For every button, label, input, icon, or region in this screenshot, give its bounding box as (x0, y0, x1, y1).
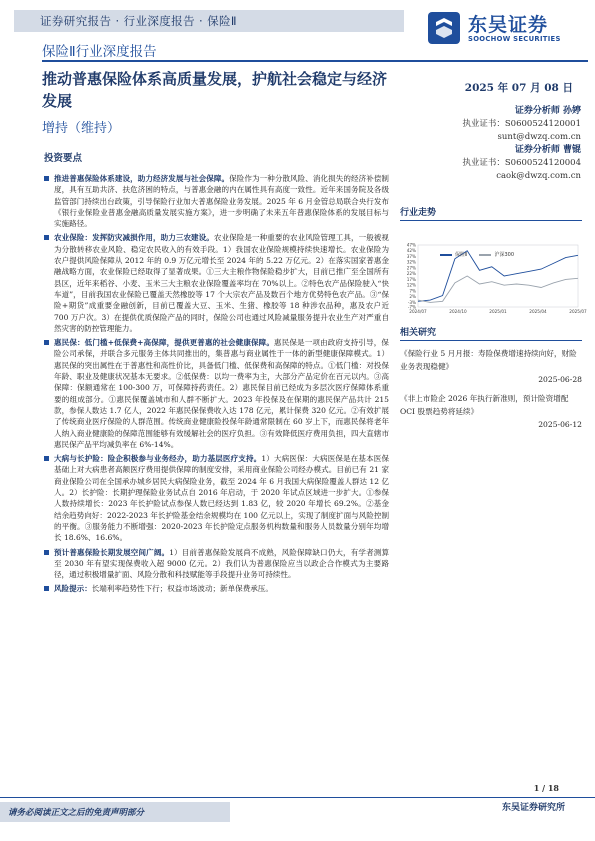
brand-logo (428, 10, 588, 50)
x-tick-label: 2025/01 (489, 309, 507, 314)
y-tick-label: 37% (406, 253, 416, 259)
highlight-item (44, 547, 389, 581)
page-number: 1 / 18 (533, 783, 559, 793)
analyst-cert: 执业证书：S0600524120001 (462, 119, 581, 129)
bullet-icon (44, 550, 49, 555)
y-tick-label: -7% (407, 304, 416, 310)
legend-item (440, 251, 467, 258)
logo-text-cn: 东吴证券 (468, 14, 549, 36)
related-item[interactable]: 《保险行业 5 月月报：寿险保费增速持续向好，财险业务表现稳健》 (400, 349, 577, 371)
x-tick-label: 2024/07 (409, 309, 427, 314)
y-tick-label: 47% (406, 242, 416, 248)
x-tick-label: 2025/07 (569, 309, 587, 314)
highlight-lead: 预计普惠保险长期发展空间广阔。 (54, 547, 170, 557)
highlight-item (44, 337, 389, 450)
y-tick-label: 27% (406, 265, 416, 271)
highlight-body: 保险作为一种分散风险、消化损失的经济补偿制度，具有互助共济、扶危济困的特点，与普惠金融的内在属性具有高度一致性。近年来国务院及各级监管部门持续出台政策，引导保险行业加大普惠保险业务发展。2025 年 6 月金管总局联合央行发布《银行业保险业普惠金融高质量发展实施方案》，进一步明确了未来五年普惠保险体系的发展目标与实施路径。 (54, 174, 389, 229)
rating-label: 增持（维持） (42, 121, 121, 136)
highlight-body: 长端利率趋势性下行；权益市场波动；新单保费承压。 (91, 584, 273, 594)
y-tick-label: 2% (409, 294, 416, 300)
highlight-lead: 推进普惠保险体系建设，助力经济发展与社会保障。 (54, 174, 230, 183)
footer-divider (0, 797, 595, 798)
bullet-icon (44, 176, 49, 181)
legend-swatch (440, 254, 452, 256)
bullet-icon (44, 456, 49, 461)
highlight-body: 农业保险是一种重要的农业风险管理工具，一般被视为分散转移农业风险、稳定农民收入的有效手段。1）我国农业保险规模持续快速增长。农业保险为农户提供风险保障从 2012 年的 0.9 万亿元增长至 2024 年的 5.22 万亿元。2）在落实国家普惠金融战略方面，农业保险已经取得了显著成果。①三大主粮作物保险稳步扩大，目前已推广至全国所有县区，近年来稻谷、小麦、玉米三大主粮农业保险覆盖率均在 70%以上。②特色农产品保险驶入“快车道”，目前我国农业保险已覆盖天然橡胶等 17 个大宗农产品及数百个地方优势特色农产品。③“保险+期货”成重要金融创新，目前已覆盖大豆、玉米、生猪、橡胶等 18 种涉农品种，惠及农户近 700 万户次。3）在提供优质保险产品的同时，保险公司也通过风险减量服务提升农业生产对严重自然灾害的防控管理能力。 (54, 233, 389, 333)
legend-item (479, 251, 514, 258)
highlight-lead: 大病与长护险：险企积极参与业务经办，助力基层医疗支持。 (54, 454, 262, 464)
highlight-item (44, 173, 389, 229)
highlight-item (44, 583, 389, 594)
highlight-lead: 风险提示： (54, 584, 92, 594)
analyst-cert: 执业证书：S0600524120004 (462, 158, 581, 168)
y-tick-label: 32% (406, 259, 416, 265)
legend-label: 沪深300 (494, 252, 515, 258)
bullet-icon (44, 340, 49, 345)
analyst-email[interactable]: caok@dwzq.com.cn (496, 171, 581, 181)
bullet-icon (44, 235, 49, 240)
related-research (400, 325, 582, 437)
series-line-1 (418, 276, 578, 302)
analyst-email[interactable]: sunt@dwzq.com.cn (497, 132, 581, 142)
footer-brand: 东吴证券研究所 (501, 803, 565, 813)
highlight-body: 惠民保是一项由政府支持引导，保险公司承保，并联合多元服务主体共同推出的，集普惠与商业属性于一体的新型健康保障模式。1）惠民保的突出属性在于普惠性和高性价比，具备低门槛、低保费和高保障的特点。①低门槛：对投保年龄、职业及健康状况基本无要求。②低保费：以均一费率为主，大部分产品定价在百元以内。③高保障：保额通常在 100-300 万，可保障持药责任。2）惠民保目前已经成为多层次医疗保障体系重要的组成部分。①惠民保覆盖城市和人群不断扩大。2023 年投保及在保期的惠民保产品共计 215 款，参保人数达 1.7 亿人，2022 年惠民保保费收入达 178 亿元，累计保费 320 亿元。②有效扩展了传统商业医疗保险的人群范围。传统商业健康险投保年龄通常限制在 60 岁上下，而惠民保将老年人纳入商业健康险的保障范围能够有效缓解社会的医疗负担。③有效降低医疗费用负担，四大直辖市惠民保产品平均减负率在 6%-14%。 (54, 338, 389, 449)
y-tick-label: 17% (406, 276, 416, 282)
highlight-lead: 惠民保：低门槛+低保费+高保障，提供更普惠的社会健康保障。 (54, 338, 275, 348)
x-tick-label: 2024/10 (449, 309, 467, 314)
y-tick-label: 22% (406, 271, 416, 277)
logo-text-en: SOOCHOW SECURITIES (468, 35, 561, 43)
report-title: 推动普惠保险体系高质量发展，护航社会稳定与经济发展 (42, 70, 388, 110)
related-item[interactable]: 《非上市险企 2026 年执行新准则，预计险资增配 OCI 股票趋势将延续》 (400, 394, 569, 416)
header-band-text: 证券研究报告 · 行业深度报告 · 保险Ⅱ (40, 14, 237, 28)
series-line-0 (418, 251, 578, 302)
soochow-logo-icon (428, 12, 460, 44)
analyst-name: 证券分析师 曹锟 (514, 145, 581, 155)
disclaimer-text: 请务必阅读正文之后的免责声明部分 (8, 808, 145, 818)
related-title: 相关研究 (400, 325, 582, 341)
x-tick-label: 2025/04 (529, 309, 547, 314)
title-divider (42, 60, 588, 62)
logo-mark-icon (432, 16, 456, 40)
y-tick-label: 42% (406, 248, 416, 254)
highlight-body: 1）大病医保：大病医保是在基本医保基础上对大病患者高额医疗费用提供保障的制度安排，采用商业保险公司经办模式。目前已有 21 家商业保险公司在全国承办城乡居民大病保险业务，截至 2024 年 6 月我国大病保险覆盖人群达 12 亿人。2）长护险：长期护理保险业务试点自 2016 年启动，于 2020 年试点区域进一步扩大。①参保人数持续增长：2023 年长护险试点参保人数已经达到 1.83 亿，较 2020 年增长 69.2%。②基金结余趋势向好：2022-2023 年长护险基金结余规模均在 100 亿元以上，实现了制度扩面与风险控制的平衡。③服务能力不断增强：2020-2023 年长护险定点服务机构数量和服务人员数量分别年均增长 18.6%、16.6%。 (54, 454, 389, 543)
highlights-section (44, 150, 389, 598)
trend-chart-svg (400, 227, 587, 317)
trend-chart (400, 227, 587, 317)
highlights-title: 投资要点 (44, 153, 83, 164)
analyst-block (421, 105, 581, 183)
related-date: 2025-06-28 (538, 375, 582, 384)
highlight-item (44, 453, 389, 543)
highlight-item (44, 232, 389, 334)
report-date: 2025 年 07 月 08 日 (464, 82, 573, 94)
analyst-name: 证券分析师 孙婷 (514, 106, 581, 116)
report-type: 保险Ⅱ行业深度报告 (42, 44, 157, 60)
highlight-body: 1）目前普惠保险发展尚不成熟，风险保障缺口仍大，有学者测算至 2030 年有望实现保费收入超 9000 亿元。2）我们认为普惠保险应当以政企合作模式为主要路径，通过积极增量扩面、风险分散和科技赋能等手段提升业务可持续性。 (54, 547, 389, 580)
related-date: 2025-06-12 (538, 420, 582, 429)
legend-label: 保险Ⅱ (455, 252, 468, 258)
bullet-icon (44, 586, 49, 591)
y-tick-label: 12% (406, 282, 416, 288)
trend-title: 行业走势 (400, 205, 582, 221)
highlight-lead: 农业保险：发挥防灾减损作用，助力三农建设。 (54, 233, 214, 243)
chart-legend (440, 251, 514, 258)
trend-section (400, 205, 587, 317)
y-tick-label: 7% (409, 288, 416, 294)
legend-swatch (479, 254, 491, 256)
y-tick-label: -3% (407, 299, 416, 305)
